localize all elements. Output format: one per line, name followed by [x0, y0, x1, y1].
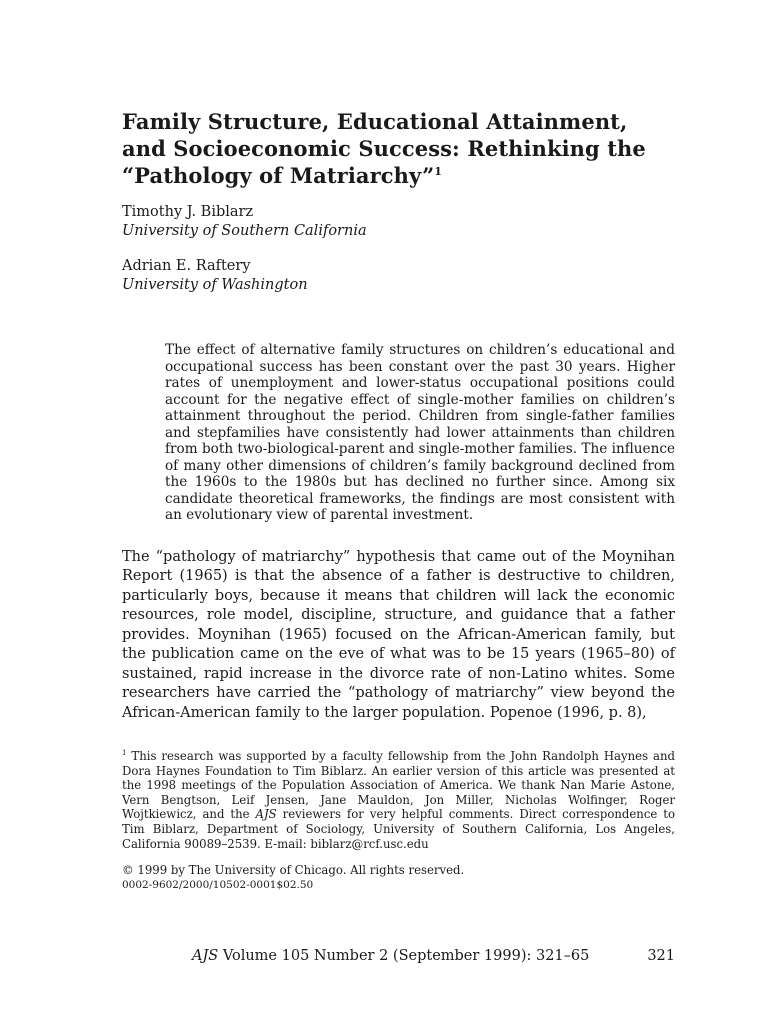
author-affiliation: University of Southern California — [122, 223, 367, 239]
author-name: Adrian E. Raftery — [122, 258, 251, 274]
footnote-text-2: reviewers for very helpful comments. Direct correspondence to Tim Biblarz, Department of Sociology, University of Southern California, Los Angeles, California 90089–2539. E-mail: biblarz@rcf.usc.edu — [122, 807, 675, 851]
abstract: The effect of alternative family structures on children’s educational and occupational success has been constant over the past 30 years. Higher rates of unemployment and lower-status occupational positions could account for the negative effect of single-mother families on children’s attainment throughout the period. Children from single-father families and stepfamilies have consistently had lower attainments than children from both two-biological-parent and single-mother families. The influence of many other dimensions of children’s family background declined from the 1960s to the 1980s but has declined no further since. Among six candidate theoretical frameworks, the findings are most consistent with an evolutionary view of parental investment. — [165, 342, 675, 523]
footnote-journal: AJS — [255, 807, 277, 822]
footnote-text-1: This research was supported by a faculty fellowship from the John Randolph Haynes and Dora Haynes Foundation to Tim Biblarz. An earlier version of this article was presented at the 1998 meetings of the Population Association of America. We thank Nan Marie Astone, Vern Bengtson, Leif Jensen, Jane Mauldon, Jon Miller, Nicholas Wolfinger, Roger Wojtkiewicz, and the — [122, 749, 675, 822]
author-1 — [122, 203, 675, 241]
article-title — [122, 108, 675, 189]
author-2 — [122, 257, 675, 295]
article-title-text: Family Structure, Educational Attainment, and Socioeconomic Success: Rethinking the “Pathology of Matriarchy” — [122, 109, 646, 188]
author-affiliation: University of Washington — [122, 277, 308, 293]
body-paragraph: The “pathology of matriarchy” hypothesis that came out of the Moynihan Report (1965) is that the absence of a father is destructive to children, particularly boys, because it means that children will lack the economic resources, role model, discipline, structure, and guidance that a father provides. Moynihan (1965) focused on the African-American family, but the publication came on the eve of what was to be 15 years (1965–80) of sustained, rapid increase in the divorce rate of non-Latino whites. Some researchers have carried the “pathology of matriarchy” view beyond the African-American family to the larger population. Popenoe (1996, p. 8), — [122, 548, 675, 721]
copyright-notice: © 1999 by The University of Chicago. All rights reserved. — [122, 863, 465, 878]
issn-line: 0002-9602/2000/10502-0001$02.50 — [122, 878, 314, 891]
page-number: 321 — [647, 948, 675, 964]
footer-journal: AJS — [192, 948, 219, 964]
article-page — [122, 108, 675, 892]
title-footnote-mark[interactable]: 1 — [434, 165, 443, 178]
footer-citation: Volume 105 Number 2 (September 1999): 321–65 — [222, 948, 590, 964]
footnote-mark: 1 — [122, 749, 127, 758]
footnote — [122, 749, 675, 851]
running-footer — [192, 947, 675, 966]
author-name: Timothy J. Biblarz — [122, 204, 254, 220]
